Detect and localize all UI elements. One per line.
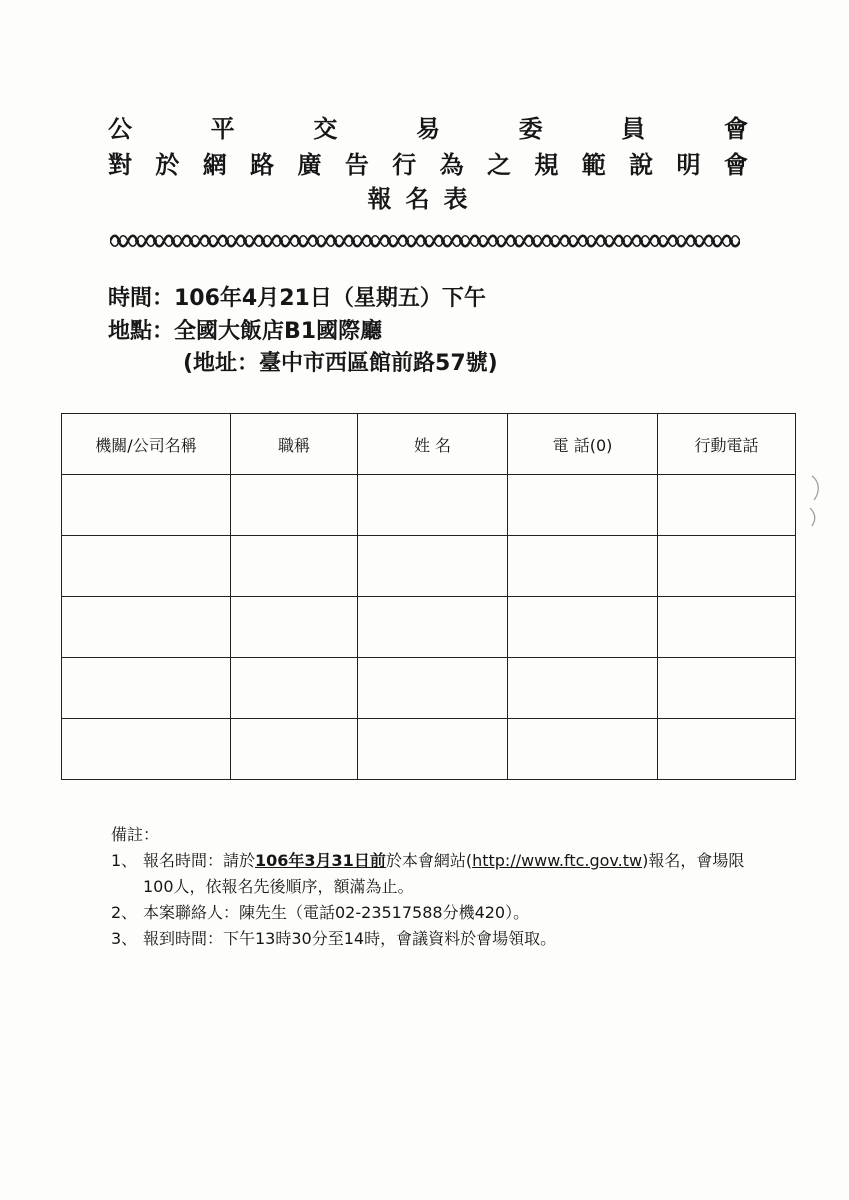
- cell-office-phone[interactable]: [508, 658, 658, 719]
- note-text: 報名時間：請於106年3月31日前於本會網站(http://www.ftc.gov.tw)報名，會場限100人，依報名先後順序，額滿為止。: [143, 851, 745, 896]
- website-link[interactable]: http://www.ftc.gov.tw: [472, 851, 643, 870]
- cell-name[interactable]: [358, 597, 508, 658]
- table-row: [62, 597, 796, 658]
- table-header-row: [62, 414, 796, 475]
- header-name: 姓 名: [358, 414, 508, 475]
- header-job-title: 職稱: [231, 414, 358, 475]
- cell-mobile-phone[interactable]: [658, 719, 796, 780]
- cell-mobile-phone[interactable]: [658, 475, 796, 536]
- note-text: 報到時間：下午13時30分至14時，會議資料於會場領取。: [143, 929, 557, 948]
- cell-name[interactable]: [358, 536, 508, 597]
- note-number: 3、: [111, 929, 138, 948]
- cell-office-phone[interactable]: [508, 597, 658, 658]
- table-row: [62, 536, 796, 597]
- note-item: [111, 900, 761, 926]
- note-text: 本案聯絡人：陳先生（電話02-23517588分機420）。: [143, 903, 530, 922]
- event-address: (地址：臺中市西區館前路57號): [183, 351, 498, 376]
- notes-heading: 備註：: [111, 825, 160, 844]
- registration-deadline: 106年3月31日前: [255, 851, 386, 870]
- cell-name[interactable]: [358, 719, 508, 780]
- header-organization: 機關/公司名稱: [62, 414, 231, 475]
- note-item: [111, 848, 761, 900]
- registration-table: [61, 413, 796, 780]
- note-item: [111, 926, 761, 952]
- header-office-phone: 電 話(0): [508, 414, 658, 475]
- note-number: 1、: [111, 851, 138, 870]
- event-place: 地點：全國大飯店B1國際廳: [108, 319, 383, 344]
- cell-job-title[interactable]: [231, 475, 358, 536]
- org-title: 公 平 交 易 委 員 會: [108, 115, 748, 143]
- table-row: [62, 475, 796, 536]
- cell-organization[interactable]: [62, 536, 231, 597]
- cell-office-phone[interactable]: [508, 719, 658, 780]
- cell-mobile-phone[interactable]: [658, 658, 796, 719]
- table-row: [62, 658, 796, 719]
- cell-organization[interactable]: [62, 658, 231, 719]
- cell-organization[interactable]: [62, 597, 231, 658]
- notes-section: [111, 822, 761, 952]
- table-row: [62, 719, 796, 780]
- cell-job-title[interactable]: [231, 597, 358, 658]
- cell-office-phone[interactable]: [508, 475, 658, 536]
- cell-organization[interactable]: [62, 719, 231, 780]
- decorative-divider: [110, 230, 740, 252]
- cell-mobile-phone[interactable]: [658, 597, 796, 658]
- scan-artifact: [790, 470, 830, 530]
- cell-name[interactable]: [358, 658, 508, 719]
- header-mobile-phone: 行動電話: [658, 414, 796, 475]
- form-title: 報名表: [367, 185, 482, 213]
- cell-job-title[interactable]: [231, 719, 358, 780]
- cell-organization[interactable]: [62, 475, 231, 536]
- note-number: 2、: [111, 903, 138, 922]
- cell-office-phone[interactable]: [508, 536, 658, 597]
- event-subject-title: 對 於 網 路 廣 告 行 為 之 規 範 說 明 會: [108, 151, 748, 179]
- cell-job-title[interactable]: [231, 536, 358, 597]
- cell-job-title[interactable]: [231, 658, 358, 719]
- cell-name[interactable]: [358, 475, 508, 536]
- cell-mobile-phone[interactable]: [658, 536, 796, 597]
- event-time: 時間：106年4月21日（星期五）下午: [108, 286, 486, 311]
